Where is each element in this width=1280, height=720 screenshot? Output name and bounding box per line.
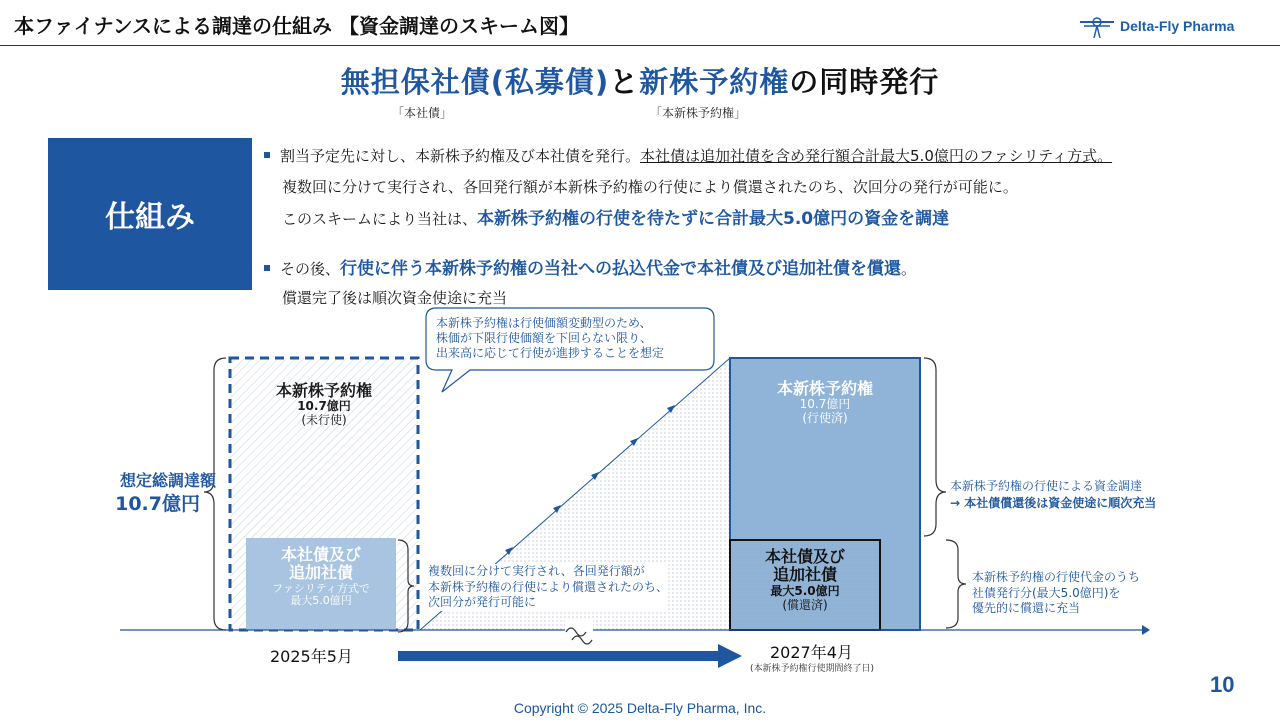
total-value: 10.7億円 (115, 493, 200, 515)
mid-note-line-3: 次回分が発行可能に (428, 595, 537, 610)
bullet-1-a: 割当予定先に対し、本新株予約権及び本社債を発行。 (280, 147, 641, 165)
total-brace-icon (204, 358, 226, 630)
page-number: 10 (1210, 672, 1235, 697)
left-bond-text (246, 546, 396, 608)
right-warrant-title: 本新株予約権 (776, 379, 873, 398)
callout-line-1: 本新株予約権は行使価額変動型のため、 (436, 316, 652, 330)
right-note-2-line-1: 本新株予約権の行使代金のうち (972, 570, 1141, 584)
slide-title: 本ファイナンスによる調達の仕組み 【資金調達のスキーム図】 (14, 14, 579, 38)
mechanism-line-5: 償還完了後は順次資金使途に充当 (282, 289, 508, 307)
right-note-2 (972, 570, 1140, 617)
left-warrant-title: 本新株予約権 (275, 381, 372, 400)
right-note-1-line-2: → 本社債償還後は資金使途に順次充当 (950, 495, 1157, 510)
left-bond-sub-1: ファシリティ方式で (272, 581, 370, 595)
right-brace-upper-icon (924, 358, 946, 536)
right-brace-lower-icon (946, 540, 966, 628)
right-bond-status: (償還済) (782, 597, 828, 612)
right-note-1 (950, 478, 1156, 512)
bullet-2-c: 。 (901, 260, 917, 278)
heading-and: と (609, 65, 640, 99)
line-3-a: このスキームにより当社は、 (282, 210, 478, 228)
note-warrant: 「本新株予約権」 (650, 106, 747, 120)
date-end: 2027年4月 (770, 643, 853, 662)
heading-bond: 無担保社債(私募債) (340, 65, 610, 99)
right-bond-text (730, 548, 880, 612)
callout-line-3: 出来高に応じて行使が進捗することを想定 (436, 346, 665, 360)
callout-line-2: 株価が下限行使価額を下回らない限り、 (436, 331, 653, 345)
right-bond-title-2: 追加社債 (772, 565, 837, 585)
date-start: 2025年5月 (270, 647, 353, 666)
line-3-b: 本新株予約権の行使を待たずに合計最大5.0億円の資金を調達 (477, 209, 950, 229)
left-warrant-status: (未行使) (301, 413, 347, 428)
copyright: Copyright © 2025 Delta-Fly Pharma, Inc. (513, 700, 767, 716)
left-bond-title-1: 本社債及び (280, 545, 361, 564)
bullet-2-b: 行使に伴う本新株予約権の当社への払込代金で本社債及び追加社債を償還 (340, 259, 902, 279)
baseline-arrow-head (1142, 625, 1150, 635)
left-bond-sub-2: 最大5.0億円 (290, 594, 352, 608)
right-note-2-line-3: 優先的に償還に充当 (972, 601, 1081, 616)
left-warrant-text (230, 382, 418, 428)
left-bond-title-2: 追加社債 (288, 563, 353, 583)
callout-text (436, 316, 664, 361)
right-warrant-amount: 10.7億円 (799, 397, 851, 412)
mechanism-line-2: 複数回に分けて実行され、各回発行額が本新株予約権の行使により償還されたのち、次回分の発行が可能に。 (282, 178, 1018, 196)
mid-note-line-1: 複数回に分けて実行され、各回発行額が (428, 564, 645, 578)
note-bond: 「本社債」 (392, 106, 453, 120)
logo-text: Delta-Fly Pharma (1120, 18, 1235, 34)
bullet-1-b: 本社債は追加社債を含め発行額合計最大5.0億円のファシリティ方式。 (640, 147, 1113, 165)
right-warrant-text (730, 380, 920, 426)
mid-note (428, 564, 668, 611)
mid-note-line-2: 本新株予約権の行使により償還されたのち、 (428, 579, 669, 594)
timeline-arrow-head (718, 644, 742, 668)
right-bond-title-1: 本社債及び (764, 547, 845, 566)
heading-suffix: の同時発行 (789, 65, 940, 99)
left-warrant-amount: 10.7億円 (297, 399, 351, 414)
right-note-2-line-2: 社債発行分(最大5.0億円)を (972, 585, 1121, 600)
right-warrant-status: (行使済) (802, 411, 848, 426)
date-end-note: (本新株予約権行使期間終了日) (750, 664, 875, 674)
bullet-2-a: その後、 (280, 260, 341, 278)
timeline-arrow-bar (398, 651, 720, 661)
right-note-1-line-1: 本新株予約権の行使による資金調達 (950, 479, 1143, 493)
mechanism-label: 仕組み (48, 138, 252, 290)
right-bond-amount: 最大5.0億円 (770, 583, 840, 598)
total-label: 想定総調達額 (119, 471, 216, 490)
heading-warrant: 新株予約権 (639, 65, 790, 99)
